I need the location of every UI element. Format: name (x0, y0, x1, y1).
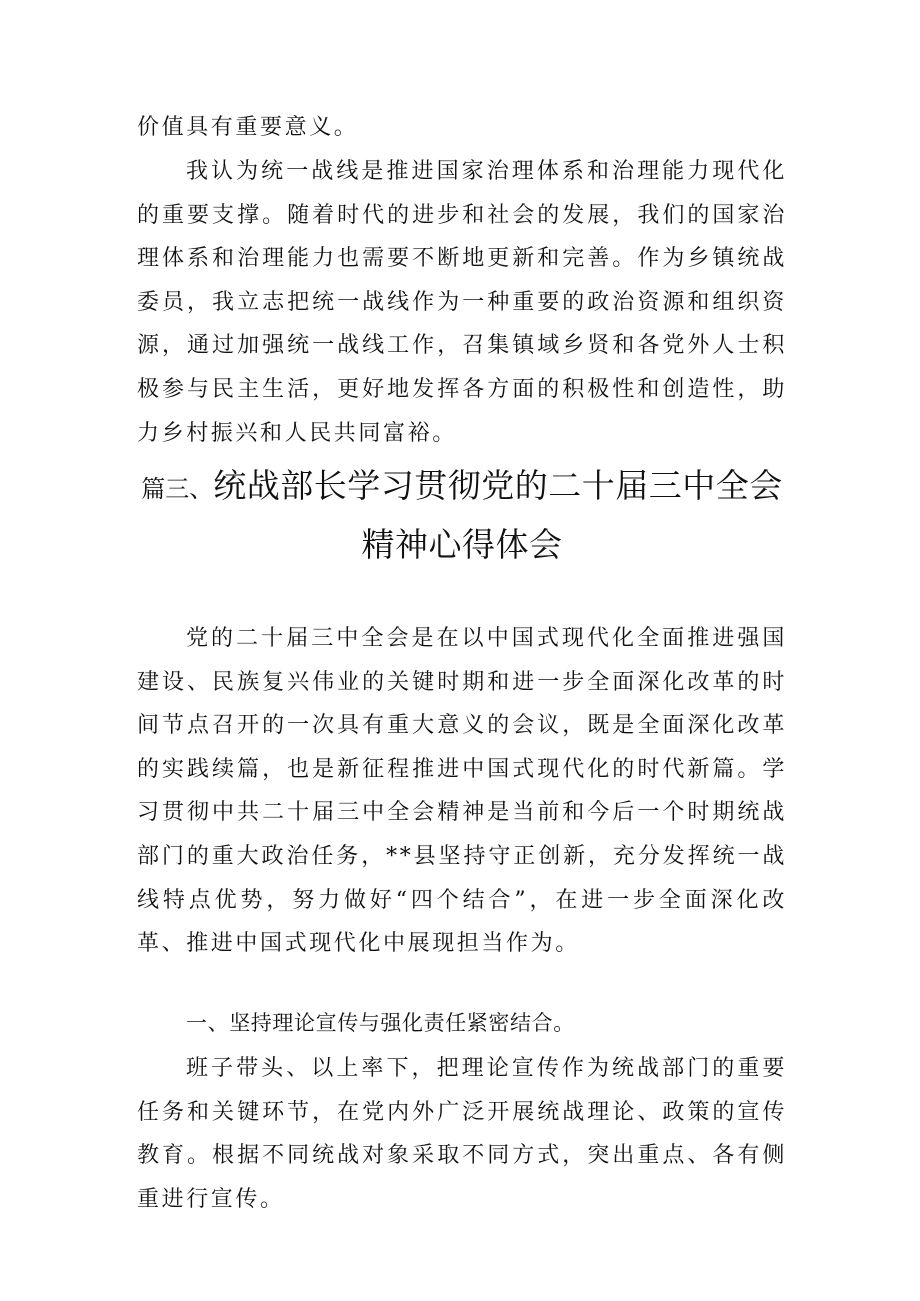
article-title (137, 458, 787, 573)
section-one-paragraph: 班子带头、以上率下，把理论宣传作为统战部门的重要任务和关键环节，在党内外广泛开展统战理论、政策的宣传教育。根据不同统战对象采取不同方式，突出重点、各有侧重进行宣传。 (137, 1056, 787, 1212)
paragraph-continuation: 价值具有重要意义。 (137, 115, 359, 140)
paragraph-intro: 党的二十届三中全会是在以中国式现代化全面推进强国建设、民族复兴伟业的关键时期和进一步全面深化改革的时间节点召开的一次具有重大意义的会议，既是全面深化改革的实践续篇，也是新征程推进中国式现代化的时代新篇。学习贯彻中共二十届三中全会精神是当前和今后一个时期统战部门的重大政治任务，**县坚持守正创新，充分发挥统一战线特点优势，努力做好“四个结合”，在进一步全面深化改革、推进中国式现代化中展现担当作为。 (137, 626, 787, 957)
article-title-prefix: 篇三、 (141, 475, 214, 503)
article-title-main: 统战部长学习贯彻党的二十届三中全会精神心得体会 (213, 466, 783, 564)
section-one-heading: 一、坚持理论宣传与强化责任紧密结合。 (186, 1011, 575, 1035)
paragraph-united-front-support: 我认为统一战线是推进国家治理体系和治理能力现代化的重要支撑。随着时代的进步和社会的发展，我们的国家治理体系和治理能力也需要不断地更新和完善。作为乡镇统战委员，我立志把统一战线作为一种重要的政治资源和组织资源，通过加强统一战线工作，召集镇域乡贤和各党外人士积极参与民主生活，更好地发挥各方面的积极性和创造性，助力乡村振兴和人民共同富裕。 (137, 159, 787, 446)
